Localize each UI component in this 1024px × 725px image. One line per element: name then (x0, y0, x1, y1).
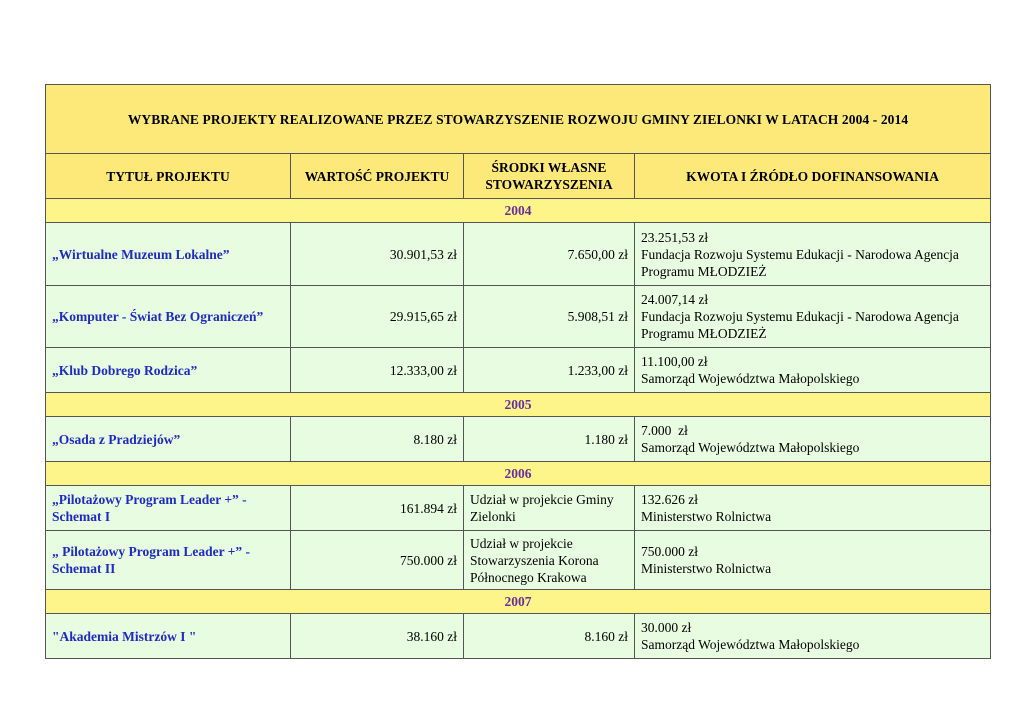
funding-amount: 7.000 zł (641, 423, 688, 438)
funding-cell (635, 417, 991, 462)
table-row (46, 531, 991, 590)
funding-amount: 132.626 zł (641, 492, 698, 507)
project-title: „Pilotażowy Program Leader +” - Schemat I (46, 486, 291, 531)
project-title: „ Pilotażowy Program Leader +” - Schemat II (46, 531, 291, 590)
funding-source: Samorząd Województwa Małopolskiego (641, 637, 860, 652)
own-funds: Udział w projekcie Gminy Zielonki (464, 486, 635, 531)
year-label: 2006 (46, 462, 991, 486)
year-label: 2005 (46, 393, 991, 417)
table-title: WYBRANE PROJEKTY REALIZOWANE PRZEZ STOWARZYSZENIE ROZWOJU GMINY ZIELONKI W LATACH 2004 - 2014 (46, 85, 991, 154)
funding-cell (635, 614, 991, 659)
table-row (46, 486, 991, 531)
own-funds: 8.160 zł (464, 614, 635, 659)
funding-cell (635, 286, 991, 348)
project-title: „Komputer - Świat Bez Ograniczeń” (46, 286, 291, 348)
funding-source: Samorząd Województwa Małopolskiego (641, 440, 860, 455)
funding-amount: 750.000 zł (641, 544, 698, 559)
projects-table (45, 84, 991, 659)
project-title: „Wirtualne Muzeum Lokalne” (46, 223, 291, 286)
project-title: „Klub Dobrego Rodzica” (46, 348, 291, 393)
header-title: TYTUŁ PROJEKTU (46, 154, 291, 199)
project-value: 29.915,65 zł (291, 286, 464, 348)
own-funds: 7.650,00 zł (464, 223, 635, 286)
year-row-2007 (46, 590, 991, 614)
project-value: 38.160 zł (291, 614, 464, 659)
project-title: "Akademia Mistrzów I " (46, 614, 291, 659)
funding-source: Samorząd Województwa Małopolskiego (641, 371, 860, 386)
table-row (46, 348, 991, 393)
year-label: 2007 (46, 590, 991, 614)
table-row (46, 417, 991, 462)
own-funds: 1.233,00 zł (464, 348, 635, 393)
table-row (46, 286, 991, 348)
project-value: 30.901,53 zł (291, 223, 464, 286)
own-funds: 5.908,51 zł (464, 286, 635, 348)
funding-source: Ministerstwo Rolnictwa (641, 561, 772, 576)
table-row (46, 614, 991, 659)
header-own-funds: ŚRODKI WŁASNE STOWARZYSZENIA (464, 154, 635, 199)
year-row-2004 (46, 199, 991, 223)
funding-amount: 24.007,14 zł (641, 292, 709, 307)
year-row-2006 (46, 462, 991, 486)
table-title-row (46, 85, 991, 154)
funding-source: Fundacja Rozwoju Systemu Edukacji - Narodowa Agencja Programu MŁODZIEŻ (641, 309, 959, 341)
project-value: 8.180 zł (291, 417, 464, 462)
table-row (46, 223, 991, 286)
funding-source: Fundacja Rozwoju Systemu Edukacji - Narodowa Agencja Programu MŁODZIEŻ (641, 246, 959, 279)
own-funds: Udział w projekcie Stowarzyszenia Korona Północnego Krakowa (464, 531, 635, 590)
funding-cell (635, 486, 991, 531)
funding-cell (635, 531, 991, 590)
funding-source: Ministerstwo Rolnictwa (641, 509, 772, 524)
header-value: WARTOŚĆ PROJEKTU (291, 154, 464, 199)
header-funding: KWOTA I ŹRÓDŁO DOFINANSOWANIA (635, 154, 991, 199)
project-title: „Osada z Pradziejów” (46, 417, 291, 462)
year-row-2005 (46, 393, 991, 417)
funding-cell (635, 223, 991, 286)
funding-amount: 11.100,00 zł (641, 354, 708, 369)
project-value: 750.000 zł (291, 531, 464, 590)
funding-amount: 30.000 zł (641, 620, 692, 635)
project-value: 12.333,00 zł (291, 348, 464, 393)
header-row (46, 154, 991, 199)
funding-cell (635, 348, 991, 393)
own-funds: 1.180 zł (464, 417, 635, 462)
funding-amount: 23.251,53 zł (641, 229, 709, 245)
year-label: 2004 (46, 199, 991, 223)
project-value: 161.894 zł (291, 486, 464, 531)
